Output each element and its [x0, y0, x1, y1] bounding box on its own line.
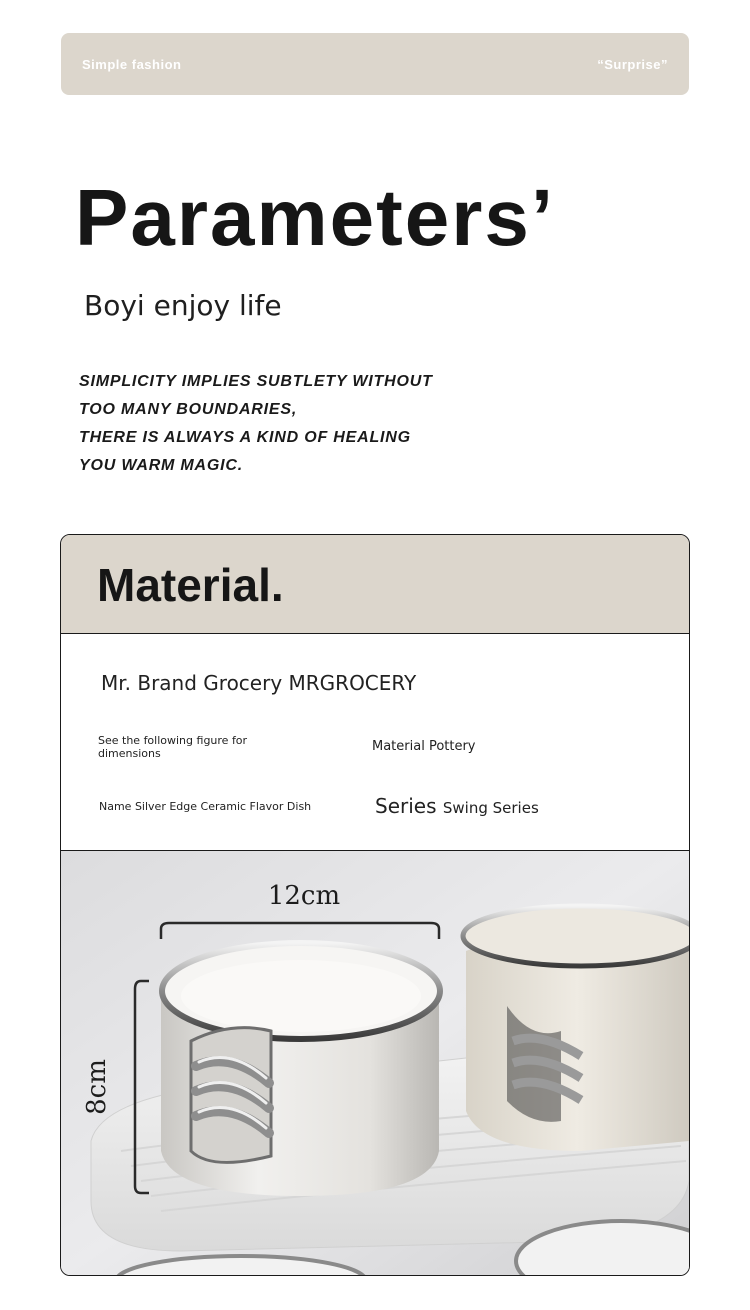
page-subtitle: Boyi enjoy life	[84, 289, 282, 322]
width-label: 12cm	[267, 881, 341, 911]
brand-line: Mr. Brand Grocery MRGROCERY	[101, 671, 417, 695]
spec-series	[375, 793, 539, 821]
page-title: Parameters’	[75, 173, 556, 262]
top-banner	[61, 33, 689, 95]
left-bowl	[161, 943, 440, 1196]
tagline-line: THERE IS ALWAYS A KIND OF HEALING	[79, 429, 411, 446]
material-title: Material.	[97, 559, 284, 611]
spec-material: Material Pottery	[372, 739, 476, 754]
tagline-line: SIMPLICITY IMPLIES SUBTLETY WITHOUT	[79, 373, 433, 390]
spec-series-label: Series	[375, 794, 437, 818]
spec-dimensions-note: See the following figure for dimensions	[98, 734, 248, 760]
tagline-line: TOO MANY BOUNDARIES,	[79, 401, 298, 418]
height-label: 8cm	[82, 1059, 112, 1115]
product-photo-illustration	[61, 851, 689, 1275]
right-bowl	[463, 906, 689, 1151]
banner-left-text: Simple fashion	[82, 56, 182, 72]
banner-right-text: “Surprise”	[597, 56, 668, 72]
material-card	[60, 534, 690, 1276]
spec-series-value: Swing Series	[442, 799, 539, 817]
tagline-line: YOU WARM MAGIC.	[79, 457, 243, 474]
material-card-header	[61, 535, 689, 634]
tagline	[79, 368, 499, 480]
product-photo	[61, 851, 689, 1275]
spec-name: Name Silver Edge Ceramic Flavor Dish	[99, 800, 312, 813]
